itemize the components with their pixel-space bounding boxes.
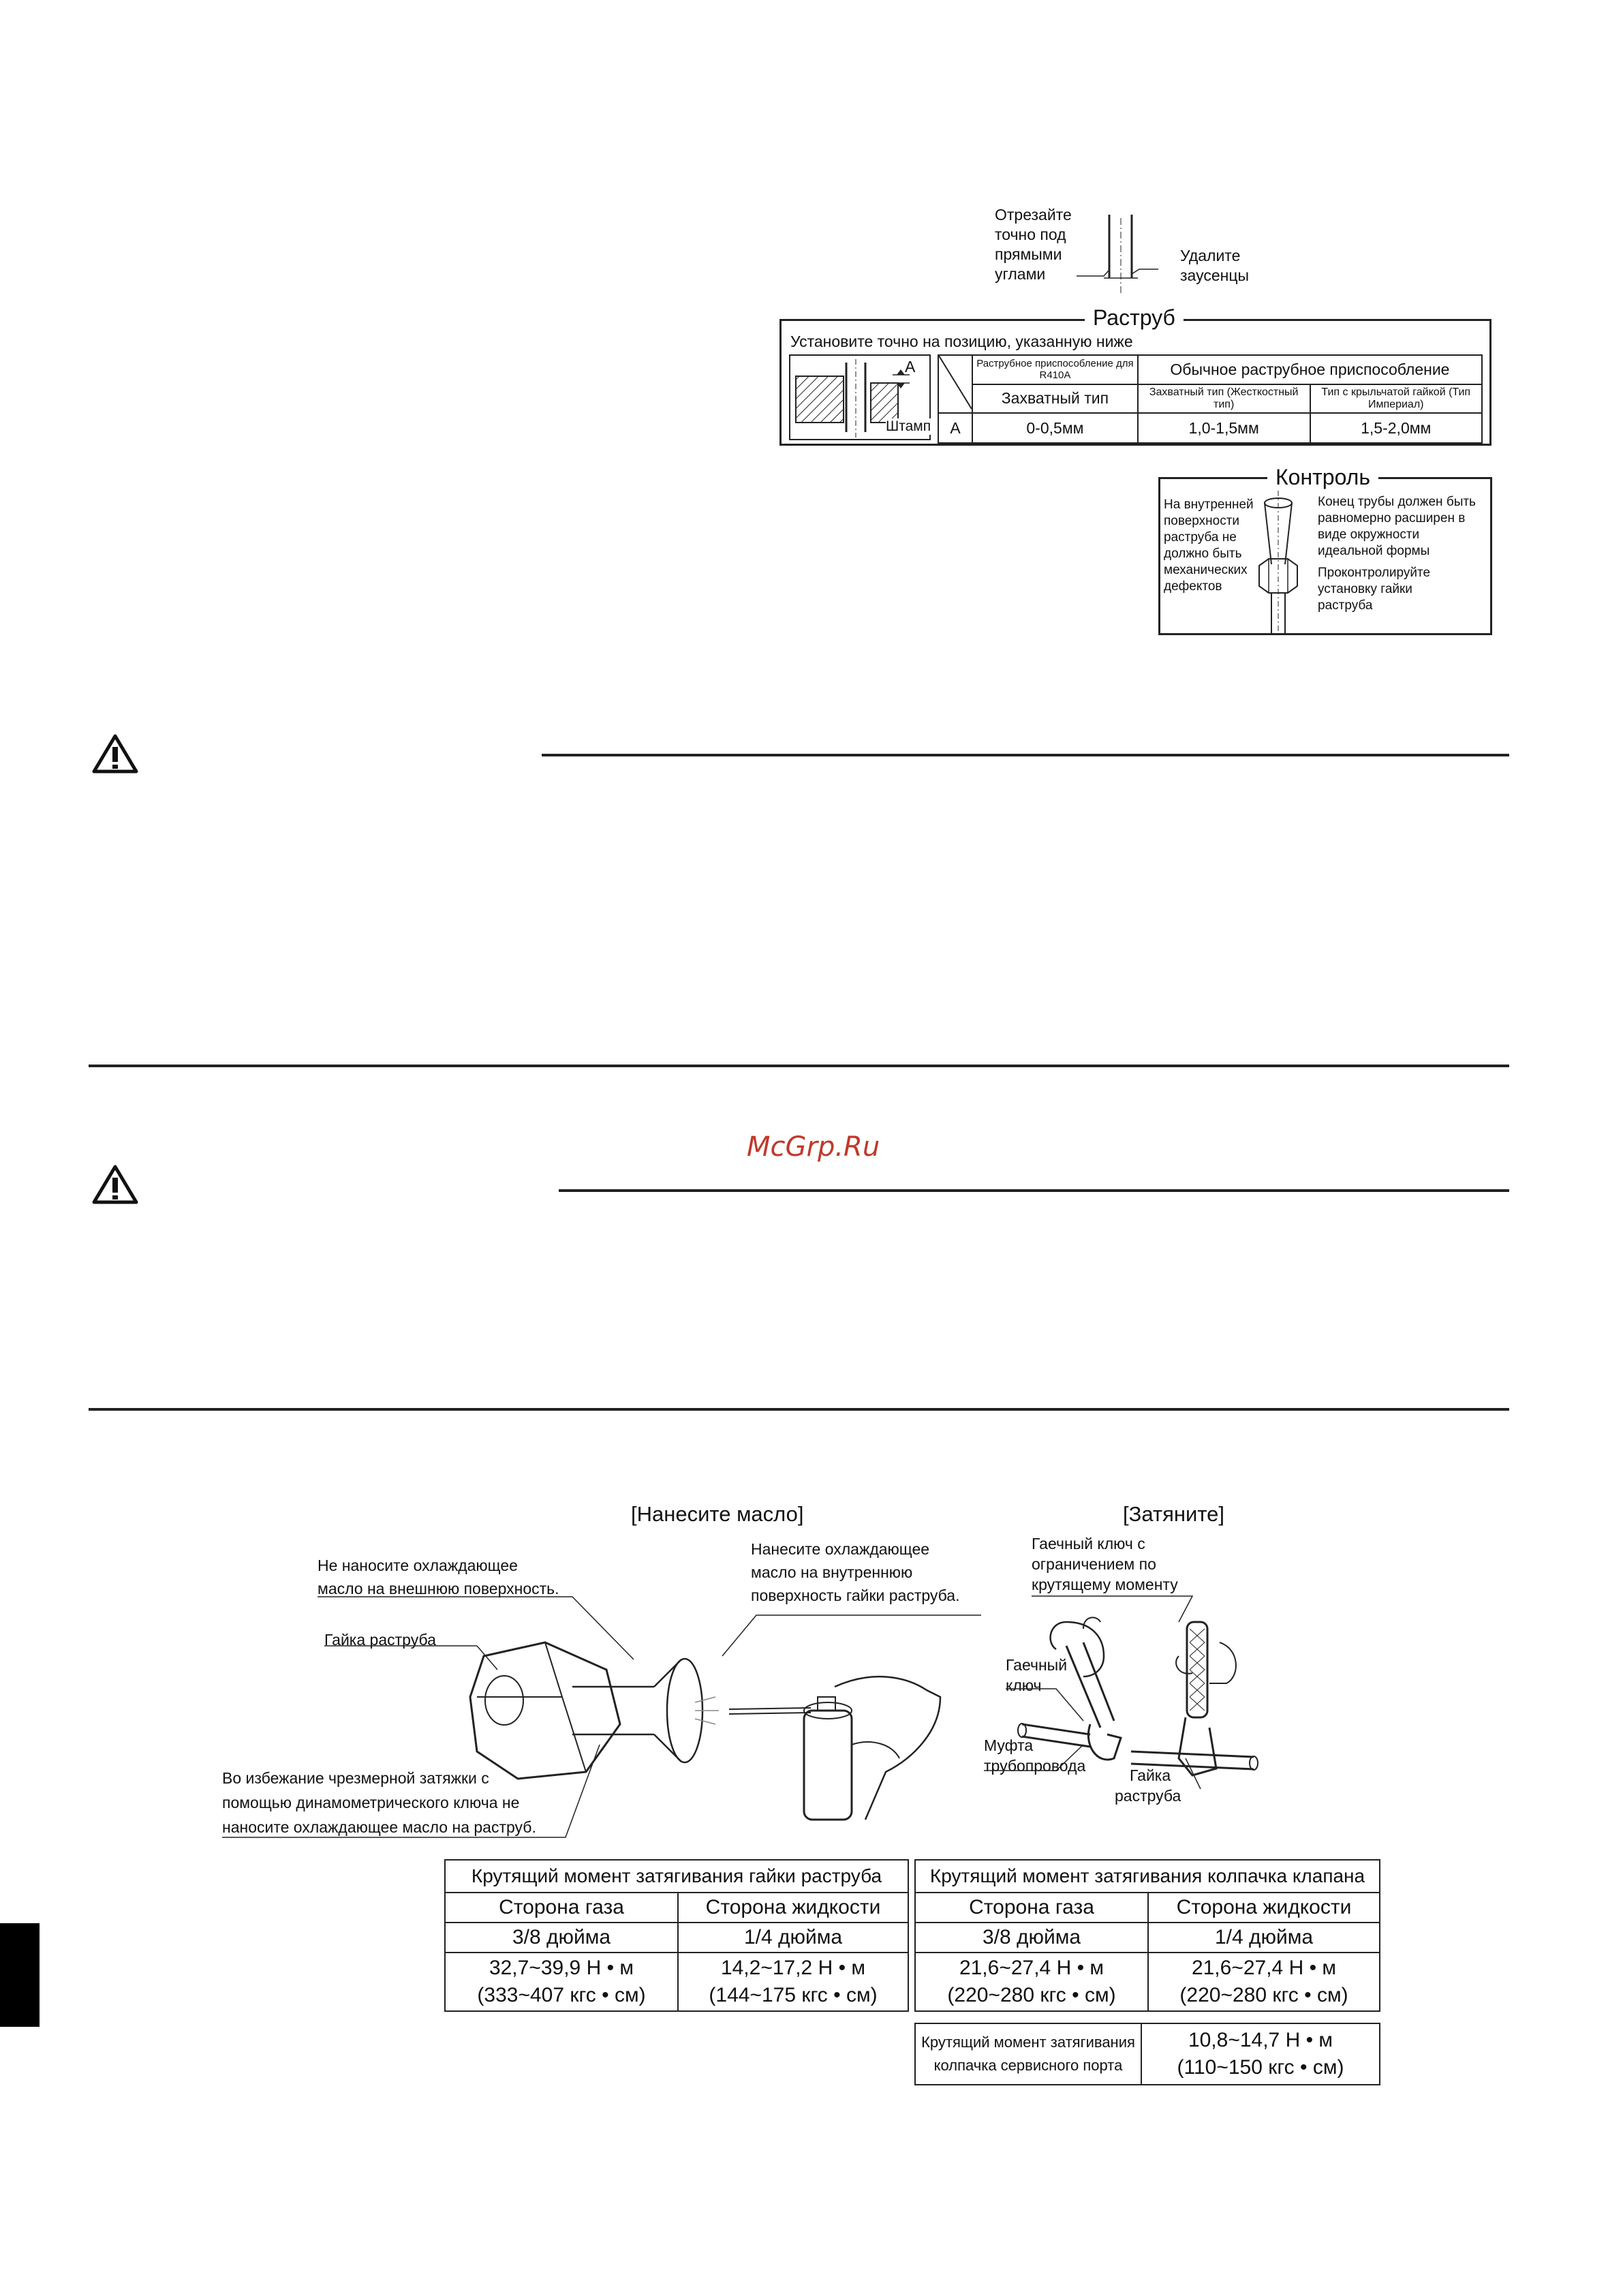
torque-valve-gas-header: Сторона газа <box>915 1893 1148 1923</box>
check-right-line: установку гайки <box>1318 582 1412 596</box>
torque-nut-liquid-nm: 14,2~17,2 Н • м <box>720 1957 866 1979</box>
check-right-line: Конец трубы должен быть <box>1318 495 1476 509</box>
cut-left-label-1: Отрезайте <box>995 206 1072 224</box>
section-rule <box>542 754 1509 756</box>
torque-valve-title: Крутящий момент затягивания колпачка клапана <box>915 1860 1380 1893</box>
torque-nut-table <box>444 1859 909 2012</box>
cut-pipe-drawing <box>1063 204 1165 293</box>
check-left-line: должно быть <box>1164 547 1242 561</box>
torque-nut-liquid-kgf: (144~175 кгс • см) <box>709 1984 878 2006</box>
torque-valve-gas-kgf: (220~280 кгс • см) <box>947 1984 1116 2006</box>
check-right-line: идеальной формы <box>1318 544 1430 558</box>
flare-value-2: 1,0-1,5мм <box>1138 413 1310 443</box>
check-left-line: На внутренней <box>1164 498 1254 512</box>
cut-left-label-2: точно под <box>995 226 1066 243</box>
torque-nut-liquid-size: 1/4 дюйма <box>678 1923 908 1953</box>
torque-service-label-line: Крутящий момент затягивания <box>921 2034 1135 2051</box>
torque-nut-title: Крутящий момент затягивания гайки раструба <box>445 1860 908 1893</box>
flare-nut-label-2: раструба <box>1115 1787 1181 1805</box>
torque-service-table <box>914 2023 1380 2085</box>
cut-right-label-2: заусенцы <box>1180 266 1250 284</box>
oil-apply-inner-1: Нанесите охлаждающее <box>751 1540 930 1558</box>
torque-valve-liquid-size: 1/4 дюйма <box>1148 1923 1380 1953</box>
coupling-label-1: Муфта <box>984 1736 1034 1754</box>
flare-col2-sub: Захватный тип (Жесткостный тип) <box>1138 384 1310 414</box>
torque-nut-liquid-header: Сторона жидкости <box>678 1893 908 1923</box>
torque-valve-gas-size: 3/8 дюйма <box>915 1923 1148 1953</box>
torque-wrench-label-1: Гаечный ключ с <box>1032 1535 1145 1552</box>
check-right-line: виде окружности <box>1318 527 1420 542</box>
section-rule <box>89 1065 1509 1067</box>
torque-nut-gas-value <box>445 1953 678 2011</box>
check-left-line: поверхности <box>1164 514 1240 528</box>
oil-apply-inner-2: масло на внутреннюю <box>751 1563 913 1581</box>
flare-instruction: Установите точно на позицию, указанную ниже <box>790 333 1133 350</box>
torque-nut-gas-header: Сторона газа <box>445 1893 678 1923</box>
torque-service-nm: 10,8~14,7 Н • м <box>1188 2029 1333 2051</box>
check-left-line: раструба не <box>1164 530 1237 545</box>
oil-no-outer-2: масло на внешнюю поверхность. <box>318 1580 559 1597</box>
flare-nut-label-1: Гайка <box>1130 1766 1171 1784</box>
flare-table-corner <box>938 355 972 413</box>
torque-service-kgf: (110~150 кгс • см) <box>1177 2056 1344 2079</box>
flare-col-group-header: Обычное раструбное приспособление <box>1138 355 1482 384</box>
check-right-line: равномерно расширен в <box>1318 511 1466 525</box>
check-right-line: раструба <box>1318 598 1373 613</box>
torque-valve-liquid-value <box>1148 1953 1380 2011</box>
torque-valve-gas-nm: 21,6~27,4 Н • м <box>959 1957 1104 1979</box>
wrench-label-1: Гаечный <box>1006 1656 1068 1674</box>
side-page-tab <box>0 1923 40 2027</box>
check-left-line: механических <box>1164 563 1248 577</box>
flare-value-3: 1,5-2,0мм <box>1310 413 1483 443</box>
flare-row-label: A <box>938 413 972 443</box>
oil-apply-inner-3: поверхность гайки раструба. <box>751 1587 960 1604</box>
check-right-line: Проконтролируйте <box>1318 566 1431 580</box>
cut-left-label-3: прямыми <box>995 245 1062 263</box>
warning-icon <box>91 1164 139 1205</box>
torque-service-label-line: колпачка сервисного порта <box>933 2057 1123 2074</box>
torque-valve-liquid-header: Сторона жидкости <box>1148 1893 1380 1923</box>
oil-avoid-3: наносите охлаждающее масло на раструб. <box>222 1818 536 1836</box>
torque-valve-gas-value <box>915 1953 1148 2011</box>
flare-dim-a: A <box>905 358 916 376</box>
flare-col1-header: Раструбное приспособление для R410A <box>972 355 1138 384</box>
torque-nut-gas-kgf: (333~407 кгс • см) <box>477 1984 646 2006</box>
oil-avoid-2: помощью динамометрического ключа не <box>222 1794 520 1811</box>
watermark: McGrp.Ru <box>747 1131 880 1163</box>
torque-valve-liquid-nm: 21,6~27,4 Н • м <box>1191 1957 1337 1979</box>
torque-wrench-label-2: ограничением по <box>1032 1555 1156 1573</box>
torque-valve-liquid-kgf: (220~280 кгс • см) <box>1179 1984 1348 2006</box>
torque-nut-liquid-value <box>678 1953 908 2011</box>
tighten-heading: [Затяните] <box>1123 1502 1225 1526</box>
oil-nut-label: Гайка раструба <box>324 1631 436 1649</box>
check-title: Контроль <box>1267 465 1378 490</box>
torque-nut-gas-nm: 32,7~39,9 Н • м <box>489 1957 634 1979</box>
torque-nut-gas-size: 3/8 дюйма <box>445 1923 678 1953</box>
check-pipe-drawing <box>1254 491 1308 634</box>
oil-heading: [Нанесите масло] <box>631 1502 804 1526</box>
section-rule <box>559 1189 1509 1192</box>
flare-title: Раструб <box>1085 305 1184 331</box>
coupling-label-2: трубопровода <box>984 1757 1086 1775</box>
torque-wrench-label-3: крутящему моменту <box>1032 1576 1178 1593</box>
oil-application-drawing <box>218 1595 1008 1847</box>
check-left-line: дефектов <box>1164 579 1222 594</box>
tightening-drawing <box>981 1581 1267 1813</box>
oil-no-outer-1: Не наносите охлаждающее <box>318 1557 518 1574</box>
flare-col3-sub: Тип с крыльчатой гайкой (Тип Империал) <box>1310 384 1483 414</box>
torque-service-value <box>1141 2023 1380 2085</box>
wrench-label-2: ключ <box>1006 1677 1042 1694</box>
torque-service-label <box>915 2023 1141 2085</box>
section-rule <box>89 1408 1509 1411</box>
cut-left-label-4: углами <box>995 265 1046 283</box>
flare-col1-sub: Захватный тип <box>972 384 1138 414</box>
warning-icon <box>91 733 139 774</box>
flare-value-1: 0-0,5мм <box>972 413 1138 443</box>
torque-valve-table <box>914 1859 1380 2012</box>
oil-avoid-1: Во избежание чрезмерной затяжки с <box>222 1769 489 1787</box>
flare-table <box>938 354 1483 444</box>
flare-die-label: Штамп <box>886 418 931 434</box>
cut-right-label-1: Удалите <box>1180 247 1241 264</box>
